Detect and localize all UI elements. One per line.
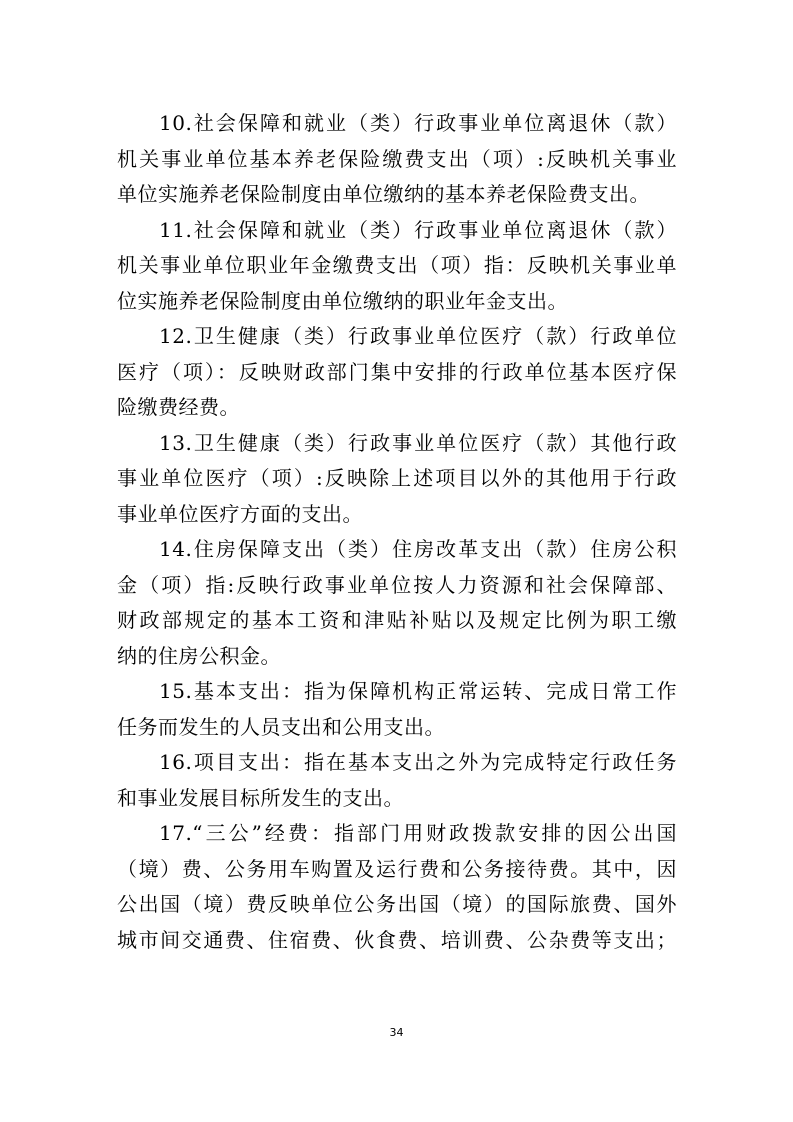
paragraph-15 bbox=[117, 674, 677, 745]
paragraph-line: 任务而发生的人员支出和公用支出。 bbox=[117, 714, 445, 739]
paragraph-10 bbox=[117, 106, 677, 213]
paragraph-line: 16.项目支出：指在基本支出之外为完成特定行政任务 bbox=[159, 750, 677, 774]
paragraph-line: 城市间交通费、住宿费、伙食费、培训费、公杂费等支出； bbox=[117, 927, 677, 952]
paragraph-line: 纳的住房公积金。 bbox=[117, 643, 281, 668]
paragraph-line: 13.卫生健康（类）行政事业单位医疗（款）其他行政 bbox=[159, 430, 677, 455]
body-text bbox=[117, 106, 677, 958]
paragraph-line: 10.社会保障和就业（类）行政事业单位离退休（款） bbox=[159, 111, 677, 135]
paragraph-12 bbox=[117, 319, 677, 426]
paragraph-line: （境）费、公务用车购置及运行费和公务接待费。其中，因 bbox=[117, 856, 677, 881]
paragraph-14 bbox=[117, 532, 677, 674]
paragraph-line: 15.基本支出：指为保障机构正常运转、完成日常工作 bbox=[159, 679, 677, 703]
paragraph-line: 12.卫生健康（类）行政事业单位医疗（款）行政单位 bbox=[159, 324, 677, 348]
paragraph-13 bbox=[117, 426, 677, 533]
paragraph-line: 公出国（境）费反映单位公务出国（境）的国际旅费、国外 bbox=[117, 892, 677, 916]
paragraph-line: 险缴费经费。 bbox=[117, 395, 240, 419]
paragraph-line: 位实施养老保险制度由单位缴纳的职业年金支出。 bbox=[117, 288, 568, 313]
paragraph-line: 财政部规定的基本工资和津贴补贴以及规定比例为职工缴 bbox=[117, 608, 677, 632]
paragraph-line: 事业单位医疗方面的支出。 bbox=[117, 501, 363, 526]
paragraph-line: 和事业发展目标所发生的支出。 bbox=[117, 785, 404, 810]
paragraph-line: 医疗（项）：反映财政部门集中安排的行政单位基本医疗保 bbox=[117, 359, 677, 384]
paragraph-line: 事业单位医疗（项）:反映除上述项目以外的其他用于行政 bbox=[117, 466, 677, 490]
paragraph-11 bbox=[117, 213, 677, 320]
paragraph-17 bbox=[117, 816, 677, 958]
page-number: 34 bbox=[389, 1026, 404, 1039]
paragraph-16 bbox=[117, 745, 677, 816]
paragraph-line: 机关事业单位基本养老保险缴费支出（项）:反映机关事业 bbox=[117, 146, 677, 171]
paragraph-line: 17.“三公”经费：指部门用财政拨款安排的因公出国 bbox=[159, 821, 677, 845]
paragraph-line: 11.社会保障和就业（类）行政事业单位离退休（款） bbox=[159, 217, 677, 242]
paragraph-line: 14.住房保障支出（类）住房改革支出（款）住房公积 bbox=[159, 537, 677, 561]
paragraph-line: 金（项）指:反映行政事业单位按人力资源和社会保障部、 bbox=[117, 572, 677, 597]
paragraph-line: 单位实施养老保险制度由单位缴纳的基本养老保险费支出。 bbox=[117, 182, 650, 206]
paragraph-line: 机关事业单位职业年金缴费支出（项）指：反映机关事业单 bbox=[117, 253, 677, 277]
